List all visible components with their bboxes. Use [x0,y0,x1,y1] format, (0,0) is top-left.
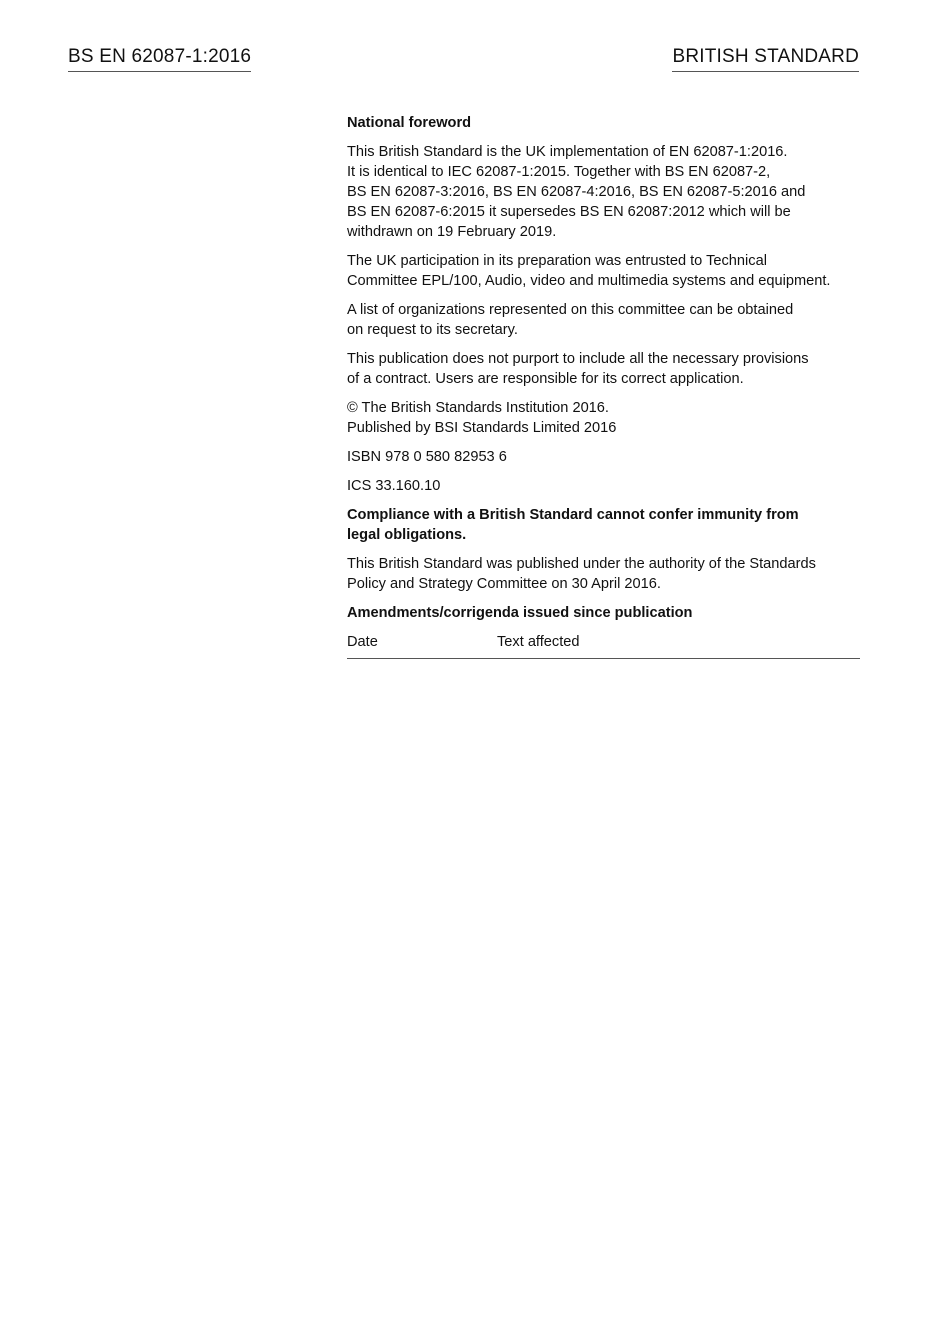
text-line: Policy and Strategy Committee on 30 April 2016. [347,576,661,592]
copyright-notice [347,398,861,438]
foreword-paragraph-provisions [347,349,861,389]
text-line: on request to its secretary. [347,322,518,338]
text-line: This publication does not purport to include all the necessary provisions [347,351,809,367]
amendments-table [347,632,860,659]
compliance-statement [347,505,861,545]
text-line: BS EN 62087-3:2016, BS EN 62087-4:2016, BS EN 62087-5:2016 and [347,184,806,200]
text-line: withdrawn on 19 February 2019. [347,224,557,240]
text-line: of a contract. Users are responsible for its correct application. [347,371,744,387]
foreword-paragraph-committee [347,251,861,291]
text-line: It is identical to IEC 62087-1:2015. Together with BS EN 62087-2, [347,164,771,180]
foreword-paragraph-implementation [347,142,861,242]
column-header-date: Date [347,632,497,659]
text-line: Committee EPL/100, Audio, video and multimedia systems and equipment. [347,273,831,289]
text-line: The UK participation in its preparation was entrusted to Technical [347,253,767,269]
text-line: This British Standard is the UK implementation of EN 62087-1:2016. [347,144,788,160]
standard-type-label: BRITISH STANDARD [672,46,859,72]
document-code: BS EN 62087-1:2016 [68,46,251,72]
isbn-number: ISBN 978 0 580 82953 6 [347,449,507,465]
text-line: legal obligations. [347,527,467,543]
table-header-row [347,632,860,659]
foreword-paragraph-organizations [347,300,861,340]
text-line: This British Standard was published under the authority of the Standards [347,556,816,572]
text-line: © The British Standards Institution 2016. [347,400,609,416]
text-line: A list of organizations represented on this committee can be obtained [347,302,794,318]
column-header-text-affected: Text affected [497,632,860,659]
publication-authority [347,554,861,594]
amendments-title: Amendments/corrigenda issued since publication [347,605,693,621]
text-line: BS EN 62087-6:2015 it supersedes BS EN 62087:2012 which will be [347,204,791,220]
foreword-title: National foreword [347,115,472,131]
text-line: Compliance with a British Standard cannot confer immunity from [347,507,799,523]
ics-code: ICS 33.160.10 [347,478,441,494]
text-line: Published by BSI Standards Limited 2016 [347,420,617,436]
national-foreword-section [347,113,861,659]
